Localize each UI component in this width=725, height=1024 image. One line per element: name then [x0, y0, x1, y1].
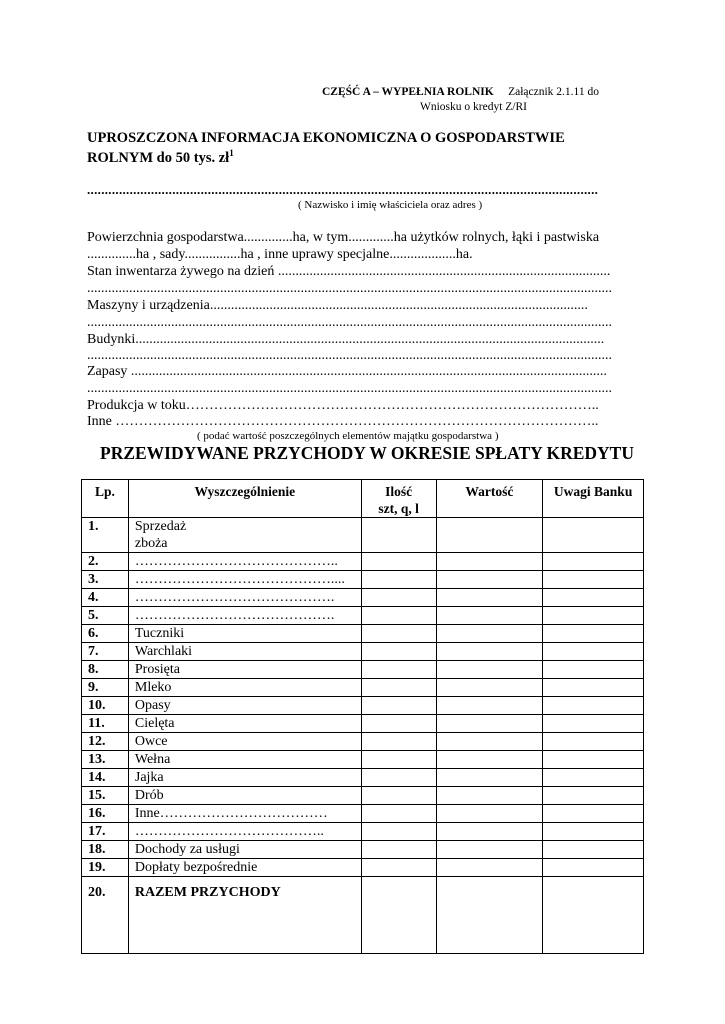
- row-number: 12.: [82, 733, 129, 751]
- row-number: 18.: [82, 841, 129, 859]
- row-number: 11.: [82, 715, 129, 733]
- value-cell[interactable]: [436, 607, 543, 625]
- value-cell[interactable]: [436, 787, 543, 805]
- row-number: 1.: [82, 518, 129, 553]
- table-row: [82, 625, 644, 643]
- form-line-area[interactable]: Powierzchnia gospodarstwa..............ha, w tym.............ha użytków rolnych, łąki i pastwiska: [87, 230, 600, 245]
- quantity-cell[interactable]: [361, 625, 436, 643]
- value-cell[interactable]: [436, 715, 543, 733]
- row-description: [128, 625, 361, 643]
- value-cell[interactable]: [436, 679, 543, 697]
- bank-notes-cell[interactable]: [543, 571, 644, 589]
- row-description: [128, 787, 361, 805]
- value-cell[interactable]: [436, 697, 543, 715]
- form-line-stock[interactable]: Zapasy ........................................................................................................................................: [87, 364, 607, 379]
- form-line-machines[interactable]: Maszyny i urządzenia............................................................................................................: [87, 298, 588, 313]
- row-description-text: RAZEM PRZYCHODY: [134, 885, 281, 900]
- value-cell[interactable]: [436, 518, 543, 553]
- row-description-text: Cielęta: [134, 716, 175, 731]
- row-description: [128, 805, 361, 823]
- bank-notes-cell[interactable]: [543, 859, 644, 877]
- value-cell[interactable]: [436, 769, 543, 787]
- row-description-text: Jajka: [134, 770, 164, 785]
- row-description: [128, 589, 361, 607]
- section-title: PRZEWIDYWANE PRZYCHODY W OKRESIE SPŁATY KREDYTU: [100, 443, 634, 463]
- table-row: [82, 518, 644, 553]
- bank-notes-cell[interactable]: [543, 715, 644, 733]
- table-row: [82, 823, 644, 841]
- bank-notes-cell[interactable]: [543, 679, 644, 697]
- quantity-cell[interactable]: [361, 643, 436, 661]
- table-row: [82, 589, 644, 607]
- value-cell[interactable]: [436, 823, 543, 841]
- form-line-buildings-2[interactable]: ......................................................................................................................................................: [87, 348, 612, 363]
- row-number: 19.: [82, 859, 129, 877]
- quantity-cell[interactable]: [361, 697, 436, 715]
- quantity-header-line1: Ilość: [385, 484, 413, 499]
- value-cell[interactable]: [436, 571, 543, 589]
- bank-notes-cell[interactable]: [543, 877, 644, 954]
- value-cell[interactable]: [436, 877, 543, 954]
- table-row: [82, 841, 644, 859]
- value-cell[interactable]: [436, 733, 543, 751]
- table-row: [82, 661, 644, 679]
- table-row: [82, 733, 644, 751]
- row-description-text: Tuczniki: [134, 626, 185, 641]
- bank-notes-cell[interactable]: [543, 805, 644, 823]
- quantity-cell[interactable]: [361, 607, 436, 625]
- table-row: [82, 859, 644, 877]
- bank-notes-cell[interactable]: [543, 518, 644, 553]
- table-row: [82, 679, 644, 697]
- row-description-text: ……………………………………....: [134, 572, 345, 587]
- row-number: 5.: [82, 607, 129, 625]
- row-number: 4.: [82, 589, 129, 607]
- row-description: [128, 751, 361, 769]
- quantity-cell[interactable]: [361, 679, 436, 697]
- table-row: [82, 805, 644, 823]
- row-number: 17.: [82, 823, 129, 841]
- form-line-livestock-2[interactable]: ......................................................................................................................................................: [87, 281, 612, 296]
- bank-notes-cell[interactable]: [543, 553, 644, 571]
- quantity-cell[interactable]: [361, 518, 436, 553]
- bank-notes-cell[interactable]: [543, 697, 644, 715]
- revenue-table: [81, 479, 644, 954]
- bank-notes-cell[interactable]: [543, 625, 644, 643]
- row-description-text: …………………………………..: [134, 824, 324, 839]
- bank-notes-cell[interactable]: [543, 823, 644, 841]
- row-number: 10.: [82, 697, 129, 715]
- quantity-cell[interactable]: [361, 553, 436, 571]
- bank-notes-cell[interactable]: [543, 841, 644, 859]
- attachment-label-line2: Wniosku o kredyt Z/RI: [420, 101, 527, 113]
- quantity-cell[interactable]: [361, 787, 436, 805]
- row-description: [128, 697, 361, 715]
- quantity-cell[interactable]: [361, 715, 436, 733]
- row-number: 9.: [82, 679, 129, 697]
- row-description-text: Dochody za usługi: [134, 842, 240, 857]
- assets-caption: ( podać wartość poszczególnych elementów majątku gospodarstwa ): [197, 430, 499, 442]
- column-header-bank-notes: Uwagi Banku: [543, 480, 644, 518]
- quantity-cell[interactable]: [361, 769, 436, 787]
- table-row: [82, 697, 644, 715]
- table-row: [82, 607, 644, 625]
- part-label: CZĘŚĆ A – WYPEŁNIA ROLNIK: [322, 86, 494, 98]
- row-description: [128, 518, 361, 553]
- row-description: [128, 715, 361, 733]
- bank-notes-cell[interactable]: [543, 607, 644, 625]
- bank-notes-cell[interactable]: [543, 733, 644, 751]
- bank-notes-cell[interactable]: [543, 643, 644, 661]
- row-description-text: …………………………………….: [134, 608, 335, 623]
- row-number: 6.: [82, 625, 129, 643]
- quantity-cell[interactable]: [361, 859, 436, 877]
- table-row: [82, 553, 644, 571]
- row-description-text: …………………………………….: [134, 590, 335, 605]
- quantity-header-line2: szt, q, l: [378, 501, 419, 516]
- value-cell[interactable]: [436, 859, 543, 877]
- value-cell[interactable]: [436, 751, 543, 769]
- value-cell[interactable]: [436, 553, 543, 571]
- row-description: [128, 607, 361, 625]
- quantity-cell[interactable]: [361, 589, 436, 607]
- form-line-stock-2[interactable]: ......................................................................................................................................................: [87, 381, 612, 396]
- row-description: [128, 877, 361, 954]
- form-line-production[interactable]: Produkcja w toku……………………………………………………………………………..: [87, 398, 599, 413]
- quantity-cell[interactable]: [361, 751, 436, 769]
- row-description-text: Inne………………………………: [134, 806, 328, 821]
- value-cell[interactable]: [436, 625, 543, 643]
- row-description: [128, 571, 361, 589]
- column-header-quantity: [361, 480, 436, 518]
- row-number: 16.: [82, 805, 129, 823]
- row-description-text: Drób: [134, 788, 164, 803]
- row-description-text: Wełna: [134, 752, 171, 767]
- form-line-machines-2[interactable]: ......................................................................................................................................................: [87, 315, 612, 330]
- table-row: [82, 571, 644, 589]
- row-number: 3.: [82, 571, 129, 589]
- owner-caption: ( Nazwisko i imię właściciela oraz adres ): [298, 199, 483, 211]
- document-title-line1: UPROSZCZONA INFORMACJA EKONOMICZNA O GOSPODARSTWIE: [87, 130, 565, 146]
- document-title-line2: [87, 148, 234, 167]
- row-description: [128, 733, 361, 751]
- bank-notes-cell[interactable]: [543, 589, 644, 607]
- table-row: [82, 643, 644, 661]
- row-number: 2.: [82, 553, 129, 571]
- bank-notes-cell[interactable]: [543, 661, 644, 679]
- value-cell[interactable]: [436, 589, 543, 607]
- attachment-label: Załącznik 2.1.11 do: [508, 86, 599, 98]
- table-row: [82, 787, 644, 805]
- owner-name-field[interactable]: ................................................................................................................................................: [87, 182, 599, 197]
- document-title-text: ROLNYM do 50 tys. zł: [87, 149, 230, 166]
- row-description-text: Warchlaki: [134, 644, 193, 659]
- row-number: 14.: [82, 769, 129, 787]
- row-description: [128, 661, 361, 679]
- form-part-label: [322, 86, 599, 98]
- quantity-cell[interactable]: [361, 733, 436, 751]
- bank-notes-cell[interactable]: [543, 769, 644, 787]
- value-cell[interactable]: [436, 643, 543, 661]
- row-description: [128, 553, 361, 571]
- row-description: [128, 643, 361, 661]
- row-description-text: Dopłaty bezpośrednie: [134, 860, 258, 875]
- footnote-mark: 1: [229, 148, 234, 158]
- row-description: [128, 859, 361, 877]
- row-number: 13.: [82, 751, 129, 769]
- quantity-cell[interactable]: [361, 877, 436, 954]
- form-line-area-2[interactable]: ..............ha , sady................ha , inne uprawy specjalne...................ha.: [87, 247, 473, 262]
- quantity-cell[interactable]: [361, 841, 436, 859]
- column-header-lp: Lp.: [82, 480, 129, 518]
- row-description-text-line2: zboża: [134, 536, 168, 551]
- table-row: [82, 715, 644, 733]
- row-description-text: Mleko: [134, 680, 172, 695]
- row-description-text: Opasy: [134, 698, 171, 713]
- table-row: [82, 877, 644, 954]
- row-description: [128, 679, 361, 697]
- form-line-buildings[interactable]: Budynki......................................................................................................................................: [87, 332, 605, 347]
- quantity-cell[interactable]: [361, 823, 436, 841]
- bank-notes-cell[interactable]: [543, 787, 644, 805]
- table-row: [82, 751, 644, 769]
- value-cell[interactable]: [436, 841, 543, 859]
- row-description-text: Owce: [134, 734, 168, 749]
- row-description: [128, 769, 361, 787]
- row-number: 7.: [82, 643, 129, 661]
- form-line-livestock[interactable]: Stan inwentarza żywego na dzień ...............................................................................................: [87, 264, 611, 279]
- row-description-text: ……………………………………..: [134, 554, 338, 569]
- row-description-text: Sprzedaż: [134, 519, 187, 534]
- row-number: 15.: [82, 787, 129, 805]
- bank-notes-cell[interactable]: [543, 751, 644, 769]
- quantity-cell[interactable]: [361, 571, 436, 589]
- row-number: 8.: [82, 661, 129, 679]
- quantity-cell[interactable]: [361, 805, 436, 823]
- value-cell[interactable]: [436, 661, 543, 679]
- column-header-value: Wartość: [436, 480, 543, 518]
- value-cell[interactable]: [436, 805, 543, 823]
- form-line-other[interactable]: Inne …………………………………………………………………………………………..: [87, 414, 599, 429]
- row-description: [128, 841, 361, 859]
- row-number: 20.: [82, 877, 129, 954]
- column-header-description: Wyszczególnienie: [128, 480, 361, 518]
- table-header-row: [82, 480, 644, 518]
- row-description-text: Prosięta: [134, 662, 180, 677]
- quantity-cell[interactable]: [361, 661, 436, 679]
- row-description: [128, 823, 361, 841]
- table-row: [82, 769, 644, 787]
